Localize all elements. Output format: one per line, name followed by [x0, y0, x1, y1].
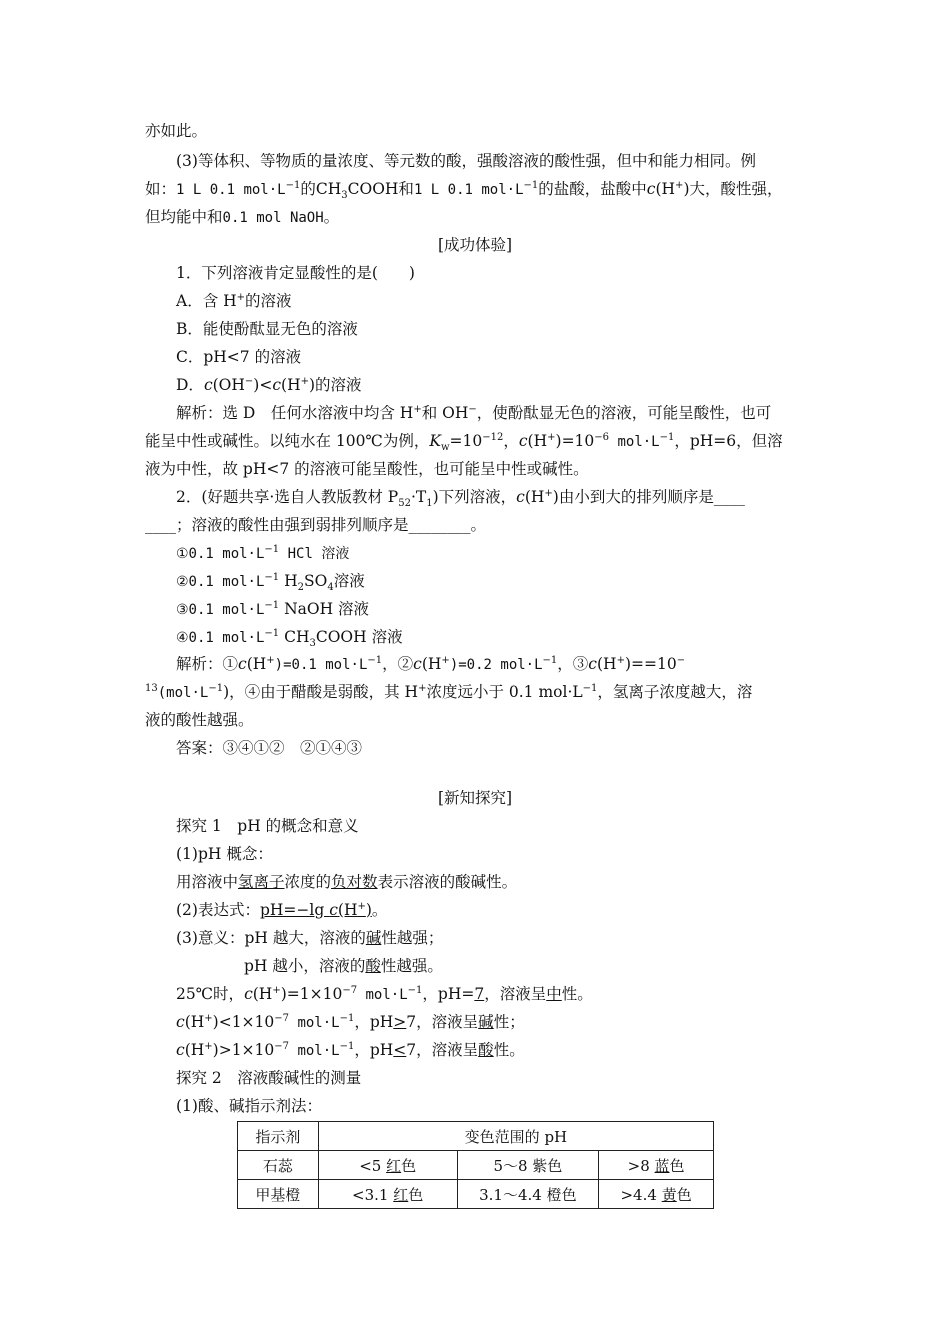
- explanation-1-line-2: 能呈中性或碱性。以纯水在 100℃为例，$K_w=10^{-12}$，$c(H^+)=10^{-6}$ $mol\cdot L^{-1}$，pH=6，但溶: [145, 431, 783, 454]
- option-b: B．能使酚酞显无色的溶液: [176, 320, 358, 338]
- ph-definition: 用溶液中氢离子浓度的负对数表示溶液的酸碱性。: [176, 873, 518, 891]
- explanation-2-line-3: 液的酸性越强。: [145, 711, 254, 729]
- high-range-cell: >8 蓝色: [599, 1151, 714, 1180]
- explanation-2-line-1: 解析：①c(H+)=0.1 $mol\cdot L^{-1}$，②c(H+)=0.2 $mol\cdot L^{-1}$，③c(H+)==10−: [176, 654, 686, 673]
- indicator-name: 甲基橙: [238, 1180, 319, 1209]
- indicator-method-label: (1)酸、碱指示剂法：: [176, 1097, 322, 1115]
- basic-rule: $c(H^+)<1\times 10^{-7}$ $mol\cdot L^{-1}$，pH>7，溶液呈碱性；: [176, 1012, 525, 1031]
- table-header-row: [238, 1122, 714, 1151]
- indicator-table: [237, 1121, 714, 1209]
- question-2-line-2: ____；溶液的酸性由强到弱排列顺序是________。: [145, 516, 487, 534]
- intro-line-4: 但均能中和0.1 mol NaOH。: [145, 208, 340, 226]
- header-ph-range: 变色范围的 pH: [318, 1122, 713, 1151]
- high-range-cell: >4.4 黄色: [599, 1180, 714, 1209]
- solution-3: ③0.1 $mol\cdot L^{-1}$ NaOH 溶液: [176, 599, 370, 618]
- neutral-rule: 25℃时，$c(H^+)=1\times 10^{-7}$ $mol\cdot L^{-1}$，pH=7，溶液呈中性。: [176, 984, 593, 1003]
- ph-meaning-2: pH 越小，溶液的酸性越强。: [244, 957, 443, 975]
- low-range-cell: <3.1 红色: [318, 1180, 457, 1209]
- ph-concept-label: (1)pH 概念：: [176, 845, 273, 863]
- option-a: A．含 H+的溶液: [176, 291, 292, 310]
- intro-line-3: 如：1 L 0.1 $mol\cdot L^{-1}$的$CH_3COOH$和1 L 0.1 $mol\cdot L^{-1}$的盐酸，盐酸中c(H+)大，酸性强，: [145, 179, 783, 202]
- header-indicator: 指示剂: [238, 1122, 319, 1151]
- question-2-line-1: 2．(好题共享·选自人教版教材 $P_{52}\cdot T_1$)下列溶液，c(H+)由小到大的排列顺序是____: [176, 487, 745, 510]
- indicator-name: 石蕊: [238, 1151, 319, 1180]
- question-1: 1．下列溶液肯定显酸性的是( ): [176, 264, 415, 282]
- low-range-cell: <5 红色: [318, 1151, 457, 1180]
- explanation-2-line-2: $^{13}(mol\cdot L^{-1})$，④由于醋酸是弱酸，其 H+浓度远小于 0.1 $mol\cdot L^{-1}$，氢离子浓度越大，溶: [145, 682, 753, 701]
- ph-meaning-1: (3)意义：pH 越大，溶液的碱性越强；: [176, 929, 444, 947]
- table-row: [238, 1151, 714, 1180]
- option-c: C．pH<7 的溶液: [176, 348, 302, 366]
- intro-line-2: (3)等体积、等物质的量浓度、等元数的酸，强酸溶液的酸性强，但中和能力相同。例: [176, 152, 756, 170]
- solution-2: ②0.1 $mol\cdot L^{-1}$ $H_2SO_4$溶液: [176, 571, 365, 594]
- section-heading-success: [成功体验]: [437, 236, 513, 254]
- answer: 答案：③④①② ②①④③: [176, 739, 363, 757]
- section-heading-new-knowledge: [新知探究]: [437, 789, 513, 807]
- mid-range-cell: 3.1～4.4 橙色: [457, 1180, 599, 1209]
- option-d: D．c(OH−)<c(H+)的溶液: [176, 375, 362, 394]
- solution-4: ④0.1 $mol\cdot L^{-1}$ $CH_3COOH$ 溶液: [176, 627, 403, 650]
- table-row: [238, 1180, 714, 1209]
- acidic-rule: $c(H^+)>1\times 10^{-7}$ $mol\cdot L^{-1}$，pH<7，溶液呈酸性。: [176, 1040, 525, 1059]
- topic-1-title: 探究 1 pH 的概念和意义: [176, 817, 359, 835]
- mid-range-cell: 5～8 紫色: [457, 1151, 599, 1180]
- intro-line-1: 亦如此。: [145, 122, 208, 140]
- solution-1: ①0.1 $mol\cdot L^{-1}$ HCl 溶液: [176, 543, 350, 562]
- topic-2-title: 探究 2 溶液酸碱性的测量: [176, 1069, 362, 1087]
- explanation-1-line-1: 解析：选 D 任何水溶液中均含 H+和 OH−，使酚酞显无色的溶液，可能呈酸性，也可: [176, 403, 772, 422]
- ph-expression: (2)表达式：pH=−lg c(H+)。: [176, 900, 388, 919]
- explanation-1-line-3: 液为中性，故 pH<7 的溶液可能呈酸性，也可能呈中性或碱性。: [145, 460, 589, 478]
